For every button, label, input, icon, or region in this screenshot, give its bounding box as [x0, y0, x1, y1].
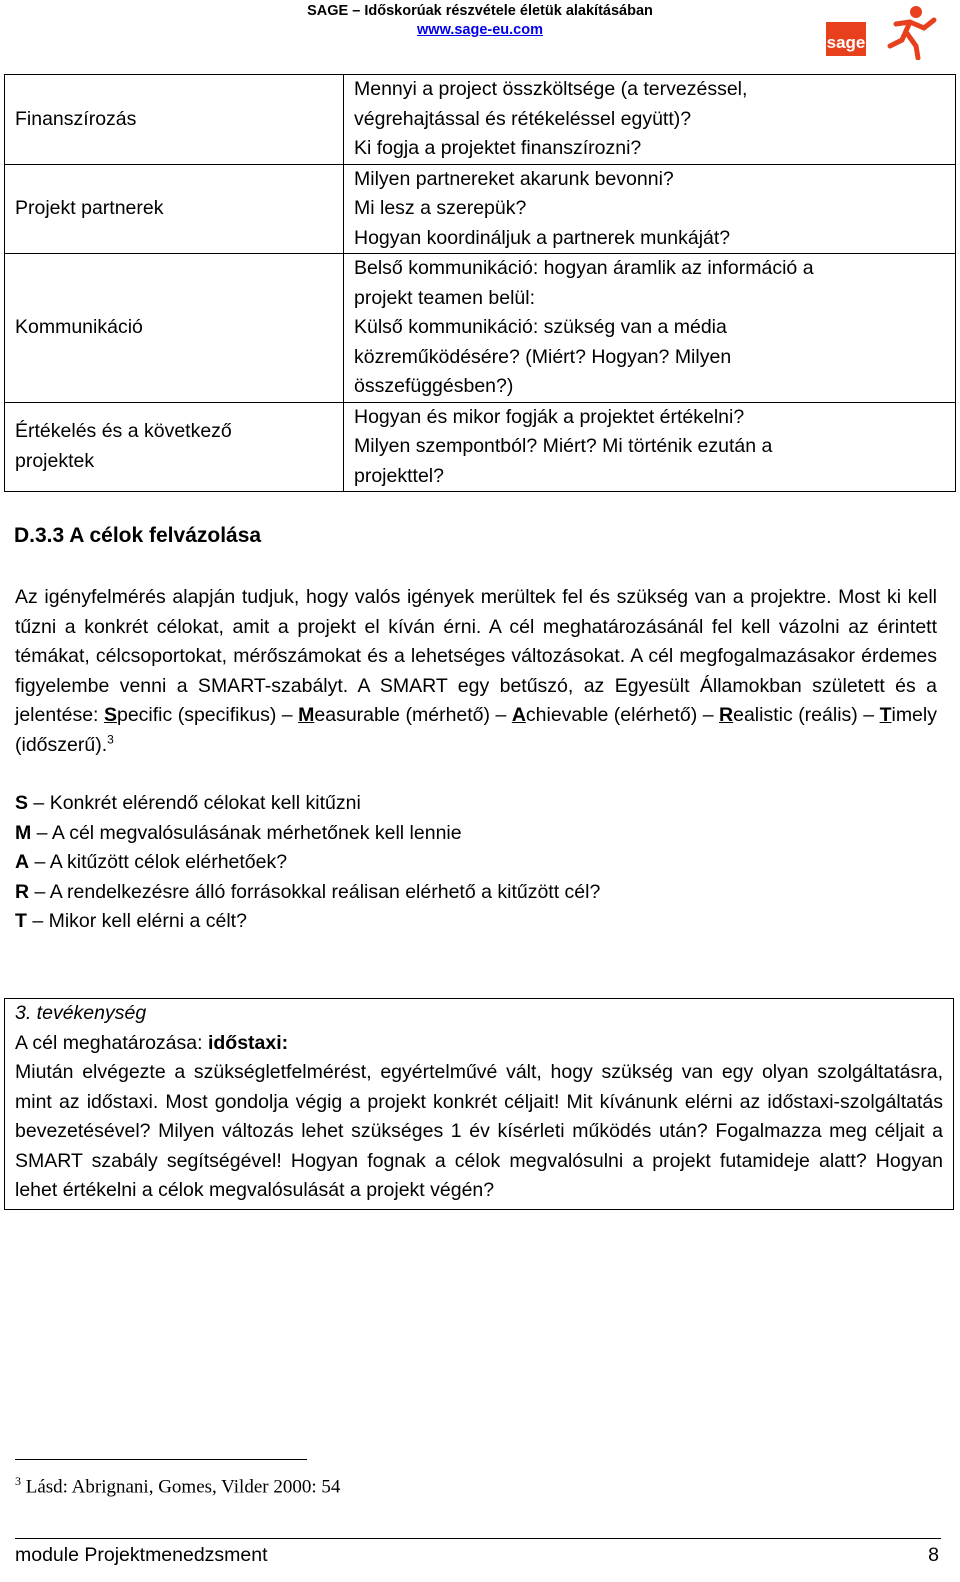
- smart-letter: R: [15, 880, 30, 903]
- goal-bold: időstaxi:: [207, 1031, 289, 1054]
- topic-label-cell: [5, 402, 344, 492]
- topic-question-line: Ki fogja a projektet finanszírozni?: [354, 137, 642, 159]
- smart-list: [15, 789, 600, 937]
- activity-title: 3. tevékenység: [15, 1002, 147, 1024]
- smart-letter: M: [15, 821, 32, 844]
- smart-description: – Konkrét elérendő célokat kell kitűzni: [28, 792, 361, 814]
- topic-question-line: Hogyan és mikor fogják a projektet értékelni?: [354, 405, 745, 428]
- activity-text: Miután elvégezte a szükségletfelmérést, egyértelművé vált, hogy szükség van egy olyan szolgáltatásra, mint az időstaxi. Most gondolja végig a projekt konkrét céljait! Mit kívánunk elérni az időstaxi-szolgáltatás bevezetésével? Milyen változás lehet szükséges 1 év kísérleti működés után? Fogalmazza meg céljait a SMART szabály segítségével! Hogyan fognak a célok megvalósulni a projekt futamideje alatt? Hogyan lehet értékelni a célok megvalósulását a projekt végén?: [15, 1061, 943, 1201]
- smart-description: – A cél megvalósulásának mérhetőnek kell lennie: [31, 821, 462, 844]
- topic-label-cell: [5, 75, 344, 165]
- smart-letter: A: [15, 851, 30, 873]
- topic-label: Projekt partnerek: [15, 197, 164, 219]
- list-item: [15, 907, 600, 937]
- smart-term-meaning: (mérhető) –: [400, 704, 512, 726]
- table-row: [5, 75, 956, 165]
- smart-term-rest: pecific: [116, 704, 173, 726]
- topic-label-cell: [5, 164, 344, 254]
- footer-module: module Projektmenedzsment: [15, 1544, 268, 1566]
- page-header: [0, 2, 960, 40]
- smart-term-letter: T: [879, 704, 892, 726]
- smart-term-rest: chievable: [525, 704, 609, 726]
- smart-term-meaning: (reális) –: [792, 704, 880, 726]
- list-item: [15, 819, 600, 849]
- smart-term-rest: easurable: [314, 704, 401, 726]
- footnote-divider: [15, 1459, 307, 1460]
- topic-question-line: Hogyan koordináljuk a partnerek munkáját?: [354, 226, 731, 249]
- topic-question-line: közreműködésére? (Miért? Hogyan? Milyen: [354, 345, 732, 368]
- topic-questions-cell: [344, 164, 956, 254]
- topic-question-line: projekttel?: [354, 464, 444, 487]
- topic-question-line: Milyen partnereket akarunk bevonni?: [354, 167, 674, 190]
- footnote: [15, 1468, 340, 1500]
- topic-question-line: Belső kommunikáció: hogyan áramlik az információ a: [354, 257, 814, 279]
- footnote-number: 3: [15, 1474, 21, 1488]
- section-title: D.3.3 A célok felvázolása: [14, 524, 262, 547]
- smart-term-meaning: (specifikus) –: [172, 704, 299, 726]
- smart-term-rest: ealistic: [733, 704, 793, 726]
- project-topics-table: [4, 74, 956, 492]
- list-item: [15, 878, 600, 908]
- topic-label: Finanszírozás: [15, 107, 137, 130]
- goal-prefix: A cél meghatározása:: [15, 1031, 208, 1054]
- smart-letter: S: [15, 792, 29, 814]
- topic-questions-cell: [344, 75, 956, 165]
- table-row: [5, 254, 956, 403]
- smart-intro-paragraph: [15, 583, 937, 760]
- smart-term-letter: S: [103, 704, 117, 726]
- topic-questions-cell: [344, 402, 956, 492]
- page-footer: [15, 1542, 939, 1568]
- list-item: [15, 789, 600, 819]
- header-url[interactable]: www.sage-eu.com: [417, 22, 543, 38]
- topic-label-cell: [5, 254, 344, 403]
- smart-description: – A rendelkezésre álló forrásokkal reálisan elérhető a kitűzött cél?: [29, 880, 601, 903]
- topic-questions-cell: [344, 254, 956, 403]
- smart-description: – A kitűzött célok elérhetőek?: [29, 851, 288, 873]
- topic-question-line: projekt teamen belül:: [354, 286, 536, 309]
- topic-question-line: Mi lesz a szerepük?: [354, 197, 527, 219]
- topic-question-line: összefüggésben?): [354, 375, 514, 397]
- smart-term-meaning: (elérhető) –: [608, 704, 720, 726]
- table-row: [5, 164, 956, 254]
- topic-question-line: Mennyi a project összköltsége (a tervezéssel,: [354, 78, 748, 100]
- topic-question-line: Külső kommunikáció: szükség van a média: [354, 316, 727, 338]
- smart-term-rest: imely: [891, 704, 937, 726]
- logo-text: sage: [826, 33, 866, 52]
- topic-label: projektek: [15, 449, 95, 472]
- header-title: SAGE – Időskorúak részvétele életük alakításában: [307, 3, 653, 19]
- smart-terms: [15, 704, 937, 756]
- smart-term-letter: A: [511, 704, 526, 726]
- smart-description: – Mikor kell elérni a célt?: [26, 910, 247, 932]
- footnote-text: Lásd: Abrignani, Gomes, Vilder 2000: 54: [21, 1476, 341, 1498]
- topic-label: Értékelés és a következő: [15, 420, 232, 443]
- page-number: 8: [928, 1544, 939, 1566]
- footnote-reference: 3: [107, 732, 114, 746]
- list-item: [15, 848, 600, 878]
- sage-logo: [824, 2, 942, 60]
- footer-divider: [15, 1538, 941, 1539]
- activity-box: [4, 998, 954, 1210]
- smart-term-letter: M: [298, 704, 315, 726]
- intro-text: Az igényfelmérés alapján tudjuk, hogy valós igények merültek fel és szükség van a projektre. Most ki kell tűzni a konkrét célokat, amit a projekt el kíván érni. A cél meghatározásánál fel kell vázolni az érintett témákat, célcsoportokat, mérőszámokat és a lehetséges változásokat. A cél megfogalmazásakor érdemes figyelembe venni a SMART-szabályt. A SMART egy betűszó, az Egyesült Államokban született és a jelentése:: [15, 586, 937, 726]
- smart-term-letter: R: [719, 704, 734, 726]
- table-row: [5, 402, 956, 492]
- runner-figure-icon: [890, 6, 934, 58]
- topic-question-line: végrehajtással és rétékeléssel együtt)?: [354, 107, 692, 130]
- topic-label: Kommunikáció: [15, 316, 143, 338]
- smart-letter: T: [15, 910, 27, 932]
- activity-goal: [15, 1029, 943, 1059]
- topic-question-line: Milyen szempontból? Miért? Mi történik ezután a: [354, 435, 773, 457]
- smart-term-meaning: (időszerű).: [15, 733, 108, 756]
